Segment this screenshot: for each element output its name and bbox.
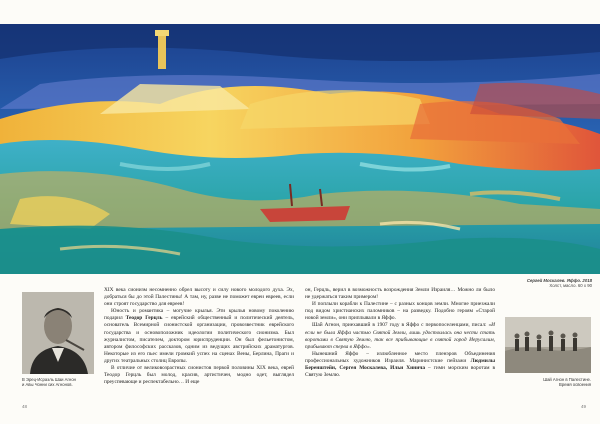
page-number-right: 49 xyxy=(580,404,586,409)
col2-paragraph-2: И поплыли корабли к Палестине – с разных концов земли. Многие приезжали под видом христианских паломников – на разведку. Подобно героям «Старой новой земли», они приплывали в Яффо. xyxy=(305,301,495,322)
page-number-left: 48 xyxy=(22,404,28,409)
portrait-image xyxy=(22,292,94,374)
historic-photo xyxy=(505,317,591,373)
portrait-caption-line-2: и Авы Чонни сих Агнонов. xyxy=(22,382,73,388)
col2-paragraph-3 xyxy=(305,322,495,350)
credit-medium: Холст, масло. 60 x 90 xyxy=(549,283,592,289)
col2-p4-text-c: – гимн морским воротам в Святую Землю. xyxy=(305,365,495,379)
col2-paragraph-4 xyxy=(305,351,495,379)
artist-names: Людмилы Беренштейн, Сергея Москалева, Ильи Хинича xyxy=(305,357,495,372)
col1-p2-text-a: Юность и романтика – могучие крылья. Эти крылья новому поколению подарил xyxy=(104,308,294,322)
credit-title: Сергей Москалев. Яффо. 2018 xyxy=(526,278,592,283)
col1-p2-text-c: – еврейский общественный и политический деятель, основатель Всемирной сионистской организации, провозвестник еврейского государства и основоположник идеологии политического сионизма. Был журналистом, писателем, доктором юриспруденции. Он был фельетонистом, автором философских рассказов, одним из ведущих австрийских драматургов. Некоторые из его пьес имели громкий успех на сценах Вены, Берлина, Праги и других театральных столиц Европы. xyxy=(104,315,295,364)
text-column-2 xyxy=(305,287,495,379)
painting-credit xyxy=(482,278,592,289)
col1-paragraph-1: XIX века сионизм несомненно обрел высоту и силу нового молодого духа. Эх, добраться бы до этой Палестины! А там, ну, разве не поможет евреи евреев, если они строят государство для евреев! xyxy=(104,287,294,308)
portrait-caption-line-1: В Эрец-Исраэль Шаи Агнон xyxy=(22,377,76,382)
col1-paragraph-3: В отличие от великовозрастных сионистов первой половины XIX века, еврей Теодор Герцль был молод, красив, артистичен, модно одет, выглядел преуспевающе и респектабельно… И еще xyxy=(104,365,294,386)
portrait-photo xyxy=(22,292,94,374)
col2-p4-text-a: Нынешний Яффо – излюбленное место пленэров Объединения профессиональных художников Израиля. Маринистские пейзажи xyxy=(305,350,495,364)
painting-image xyxy=(0,24,600,274)
col1-paragraph-2 xyxy=(104,308,294,365)
agnon-quote: «И если не была Яффа частью Святой Земли, лишь удостоилась она чести стать воротами в Святую Землю, так все прибывающие в святой город Иерусалим, прибывают сперва в Яффо». xyxy=(305,322,495,350)
text-column-1 xyxy=(104,287,294,386)
historic-caption-line-1: Шай Агнон в Палестине. xyxy=(543,377,591,382)
portrait-caption xyxy=(22,377,100,387)
herzl-name: Теодор Герцль xyxy=(125,315,163,322)
historic-caption-line-2: Время освоения xyxy=(559,382,591,388)
historic-image xyxy=(505,317,591,373)
historic-caption xyxy=(505,377,591,387)
jaffa-painting xyxy=(0,24,600,274)
col2-p3-text-a: Шай Агнон, приехавший в 1907 году в Яффо с первопоселенцами, писал: xyxy=(312,322,489,329)
col2-paragraph-1: он, Герцль, верил в возможность возрождения Земли Израиля… Можно ли было не удержаться таким примером! xyxy=(305,287,495,301)
